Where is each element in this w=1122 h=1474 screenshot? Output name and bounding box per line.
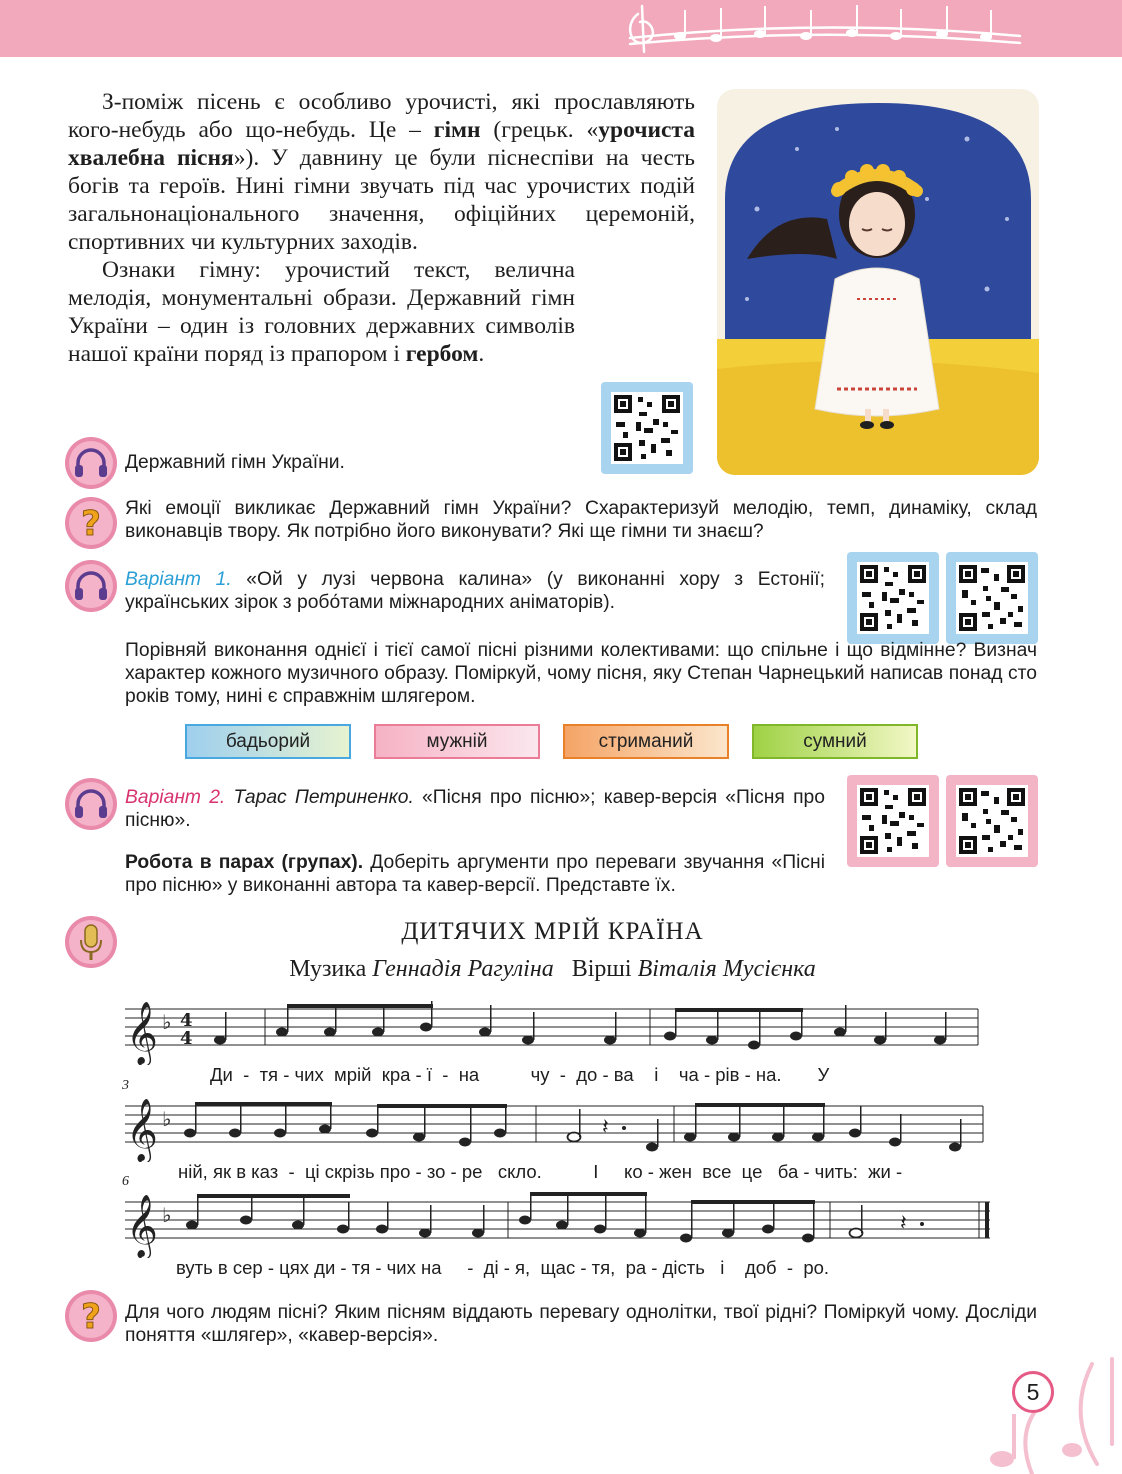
variant1-label: Варіант 1.	[125, 569, 232, 590]
qr-code-icon	[857, 562, 929, 634]
music-staff-2	[0, 1092, 1122, 1162]
svg-text:𝄞: 𝄞	[126, 1001, 158, 1064]
question-icon	[65, 1290, 117, 1342]
lyrics-line-3: вуть в сер - цях ди - тя - чих на - ді - я, щас - тя, ра - дість і доб - ро.	[176, 1257, 830, 1278]
lyrics-line-2: ній, як в каз - ці скрізь про - зо - ре скло. І ко - жен все це ба - чить: жи -	[178, 1161, 903, 1182]
variant1-text: Варіант 1. «Ой у лузі червона калина» (у виконанні хору з Естонії; українських зірок з робо́тами міжнародних аніматорів).	[125, 569, 825, 613]
music-staff-1	[0, 995, 1122, 1065]
headphones-icon	[65, 560, 117, 612]
variant2-label: Варіант 2.	[125, 787, 226, 808]
music-staff-3	[0, 1188, 1122, 1258]
page-number: 5	[1012, 1371, 1054, 1413]
question-hits: Для чого людям пісні? Яким пісням віддають перевагу однолітки, твої рідні? Поміркуй чому. Досліди поняття «шлягер», «кавер-версія».	[125, 1302, 1037, 1346]
question-anthem: Які емоції викликає Державний гімн України? Схарактеризуй мелодію, темп, динаміку, склад виконавців твору. Як потрібно його виконувати? Які ще гімни ти знаєш?	[125, 498, 1037, 542]
qr-code-icon	[857, 785, 929, 857]
svg-text:𝄽: 𝄽	[602, 1115, 609, 1140]
svg-text:♭: ♭	[162, 1203, 172, 1227]
svg-text:♭: ♭	[162, 1107, 172, 1131]
question-icon	[65, 497, 117, 549]
svg-text:♭: ♭	[162, 1010, 172, 1034]
pair-work-task: Робота в парах (групах). Доберіть аргументи про переваги звучання «Пісні про пісню» у виконанні автора та кавер-версії. Представте їх.	[125, 852, 825, 896]
measure-number-6: 6	[122, 1174, 129, 1189]
qr-code-variant2-a[interactable]	[847, 775, 939, 867]
mood-card-restrained[interactable]: стриманий	[563, 724, 729, 759]
girl-illustration	[717, 89, 1039, 475]
music-notes-corner-decoration-icon	[972, 1354, 1122, 1474]
mood-card-cheerful[interactable]: бадьорий	[185, 724, 351, 759]
listen-anthem-text: Державний гімн України.	[125, 452, 345, 473]
variant1-task: Порівняй виконання однієї і тієї самої пісні різними колективами: що спільне і що відмінне? Визнач характер кожного музичного образу. Поміркуй, чому пісня, яку Степан Чарнецький написав понад сто років тому, нині є справжнім шлягером.	[125, 640, 1037, 707]
song-title: ДИТЯЧИХ МРІЙ КРАЇНА	[401, 918, 704, 945]
term-anthem: гімн	[433, 117, 481, 143]
mood-card-brave[interactable]: мужній	[374, 724, 540, 759]
song-credits: Музика Геннадія Рагуліна Вірші Віталія Мусієнка	[289, 956, 816, 982]
svg-text:?: ?	[81, 504, 101, 544]
time-signature-top: 4	[180, 1010, 193, 1031]
measure-number-3: 3	[122, 1078, 129, 1093]
qr-code-anthem[interactable]	[601, 382, 693, 474]
top-banner	[0, 0, 1122, 57]
svg-text:𝄞: 𝄞	[126, 1194, 158, 1257]
headphones-icon	[65, 437, 117, 489]
intro-paragraph-1: З-поміж пісень є особливо урочисті, які прославляють кого-небудь або що-небудь. Це – гімн (грецьк. «урочиста хвалебна пісня»). У давнину це були піснеспіви на честь богів та героїв. Нині гімни звучать під час урочистих подій загальнонаціонального значення, офіційних церемоній, спортивних чи культурних заходів.	[68, 89, 696, 255]
svg-text:𝄞: 𝄞	[126, 1098, 158, 1161]
qr-code-icon	[956, 562, 1028, 634]
time-signature-bottom: 4	[180, 1028, 193, 1049]
mood-card-sad[interactable]: сумний	[752, 724, 918, 759]
svg-text:?: ?	[81, 1297, 101, 1337]
qr-code-icon	[611, 392, 683, 464]
qr-code-variant1-b[interactable]	[946, 552, 1038, 644]
headphones-icon	[65, 778, 117, 830]
intro-paragraph-2: Ознаки гімну: урочистий текст, велична мелодія, монументальні образи. Державний гімн України – один із головних державних символів нашої країни поряд із прапором і гербом.	[68, 257, 575, 367]
lyrics-line-1: Ди - тя - чих мрій кра - ї - на чу - до - ва і ча - рів - на. У	[210, 1064, 830, 1085]
intro-text	[68, 88, 695, 368]
qr-code-icon	[956, 785, 1028, 857]
variant2-text: Варіант 2. Тарас Петриненко. «Пісня про пісню»; кавер-версія «Пісня про пісню».	[125, 787, 825, 831]
music-notes-decoration-icon	[620, 0, 1040, 57]
svg-text:𝄽: 𝄽	[900, 1211, 907, 1236]
qr-code-variant1-a[interactable]	[847, 552, 939, 644]
qr-code-variant2-b[interactable]	[946, 775, 1038, 867]
